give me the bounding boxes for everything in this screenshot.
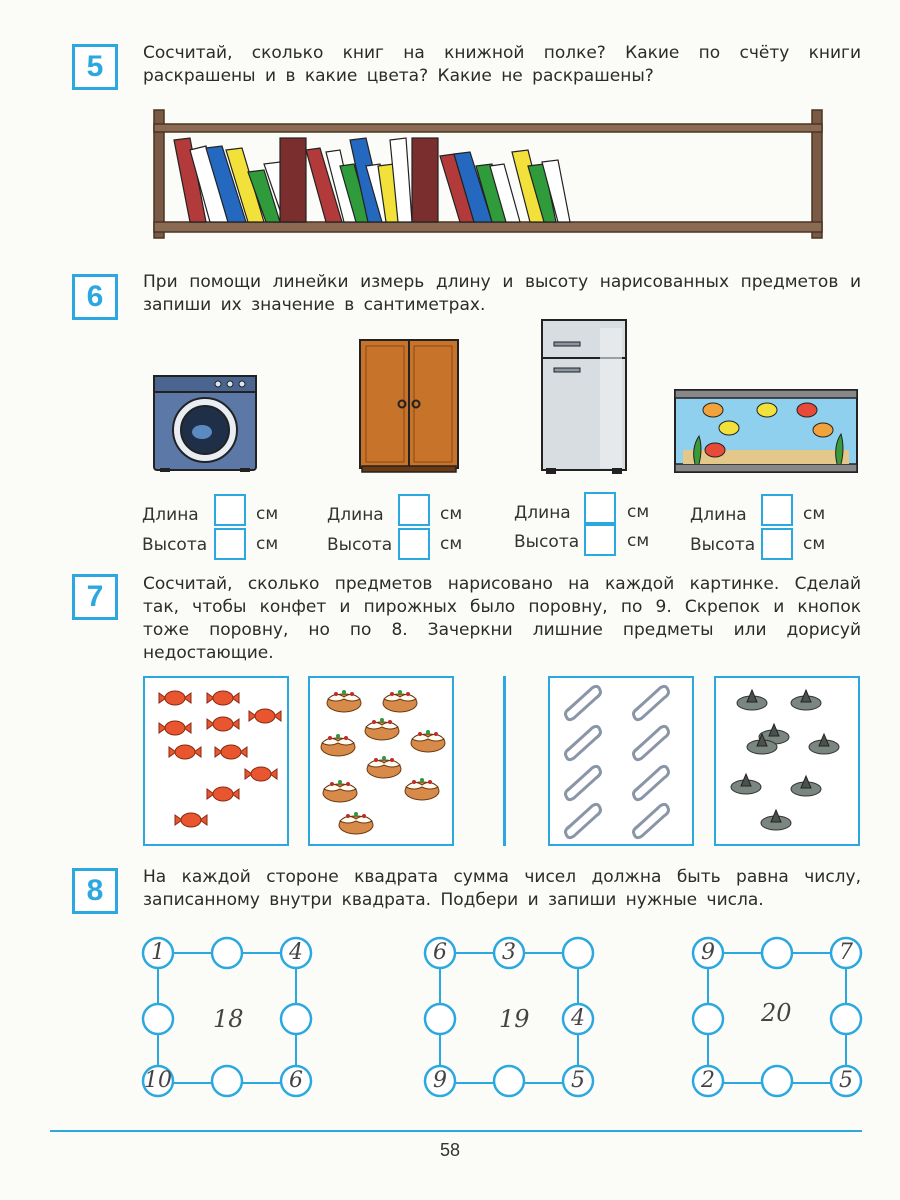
circle-value[interactable]: 10 [144,1068,172,1093]
paperclip-icons [550,678,692,844]
washing-machine-icon [152,374,258,474]
task-8-text: На каждой стороне квадрата сумма чисел должна быть равна числу, записанному внутри квадрата. Подбери и запиши нужные числа. [143,867,861,910]
circle-value[interactable]: 9 [433,1068,447,1093]
measure-input-height-1[interactable] [214,528,246,560]
circle-value[interactable]: 9 [701,940,715,965]
task-5-number: 5 [72,44,118,90]
circle-value[interactable]: 5 [571,1068,585,1093]
circle-value[interactable]: 4 [571,1006,585,1031]
circle-value[interactable]: 6 [289,1068,303,1093]
number-square-2 [423,935,623,1100]
circle-value[interactable]: 7 [839,940,853,965]
measure-unit: см [256,534,279,554]
circle-value[interactable]: 4 [289,940,303,965]
measure-unit: см [256,504,279,524]
measure-height-label: Высота [327,535,393,555]
square-total: 19 [499,1005,530,1033]
candies-panel [143,676,289,846]
cakes-panel [308,676,454,846]
candy-icons [145,678,287,844]
refrigerator-icon [540,318,628,476]
page-number: 58 [439,1140,461,1160]
measure-unit: см [440,534,463,554]
pushpins-panel [714,676,860,846]
measure-length-label: Длина [327,505,384,525]
measure-height-label: Высота [142,535,208,555]
measure-input-height-2[interactable] [398,528,430,560]
measure-unit: см [803,534,826,554]
measure-input-height-3[interactable] [584,524,616,556]
measure-unit: см [627,531,650,551]
footer-line [50,1130,862,1132]
circle-value[interactable]: 6 [433,940,447,965]
measure-length-label: Длина [514,503,571,523]
circle-value[interactable]: 1 [151,940,165,965]
measure-input-length-3[interactable] [584,492,616,524]
task-6-number: 6 [72,274,118,320]
circle-value[interactable]: 3 [502,940,516,965]
number-square-3 [691,935,891,1100]
measure-unit: см [803,504,826,524]
task-5-text: Сосчитай, сколько книг на книжной полке? Какие по счёту книги раскрашены и в какие цвета? Какие не раскрашены? [143,43,861,86]
measure-input-length-2[interactable] [398,494,430,526]
cake-icons [310,678,452,844]
measure-input-length-4[interactable] [761,494,793,526]
measure-length-label: Длина [142,505,199,525]
pushpin-icons [716,678,858,844]
circle-value[interactable]: 2 [701,1068,715,1093]
measure-height-label: Высота [690,535,756,555]
measure-unit: см [440,504,463,524]
measure-input-length-1[interactable] [214,494,246,526]
measure-input-height-4[interactable] [761,528,793,560]
task-6-text: При помощи линейки измерь длину и высоту нарисованных предметов и запиши их значение в сантиметрах. [143,272,861,315]
measure-length-label: Длина [690,505,747,525]
bookshelf-illustration [150,106,830,241]
number-square-1 [141,935,341,1100]
square-total: 20 [761,999,792,1027]
wardrobe-icon [358,338,460,474]
task-7-text: Сосчитай, сколько предметов нарисовано на каждой картинке. Сделай так, чтобы конфет и пирожных было поровну, по 9. Скрепок и кнопок тоже поровну, но по 8. Зачеркни лишние предметы или дорисуй недостающие. [143,574,861,663]
task-8-number: 8 [72,868,118,914]
measure-height-label: Высота [514,532,580,552]
aquarium-icon [673,388,859,474]
task-7-number: 7 [72,574,118,620]
measure-unit: см [627,502,650,522]
circle-value[interactable]: 5 [839,1068,853,1093]
paperclips-panel [548,676,694,846]
square-total: 18 [213,1005,244,1033]
divider-line [503,676,506,846]
